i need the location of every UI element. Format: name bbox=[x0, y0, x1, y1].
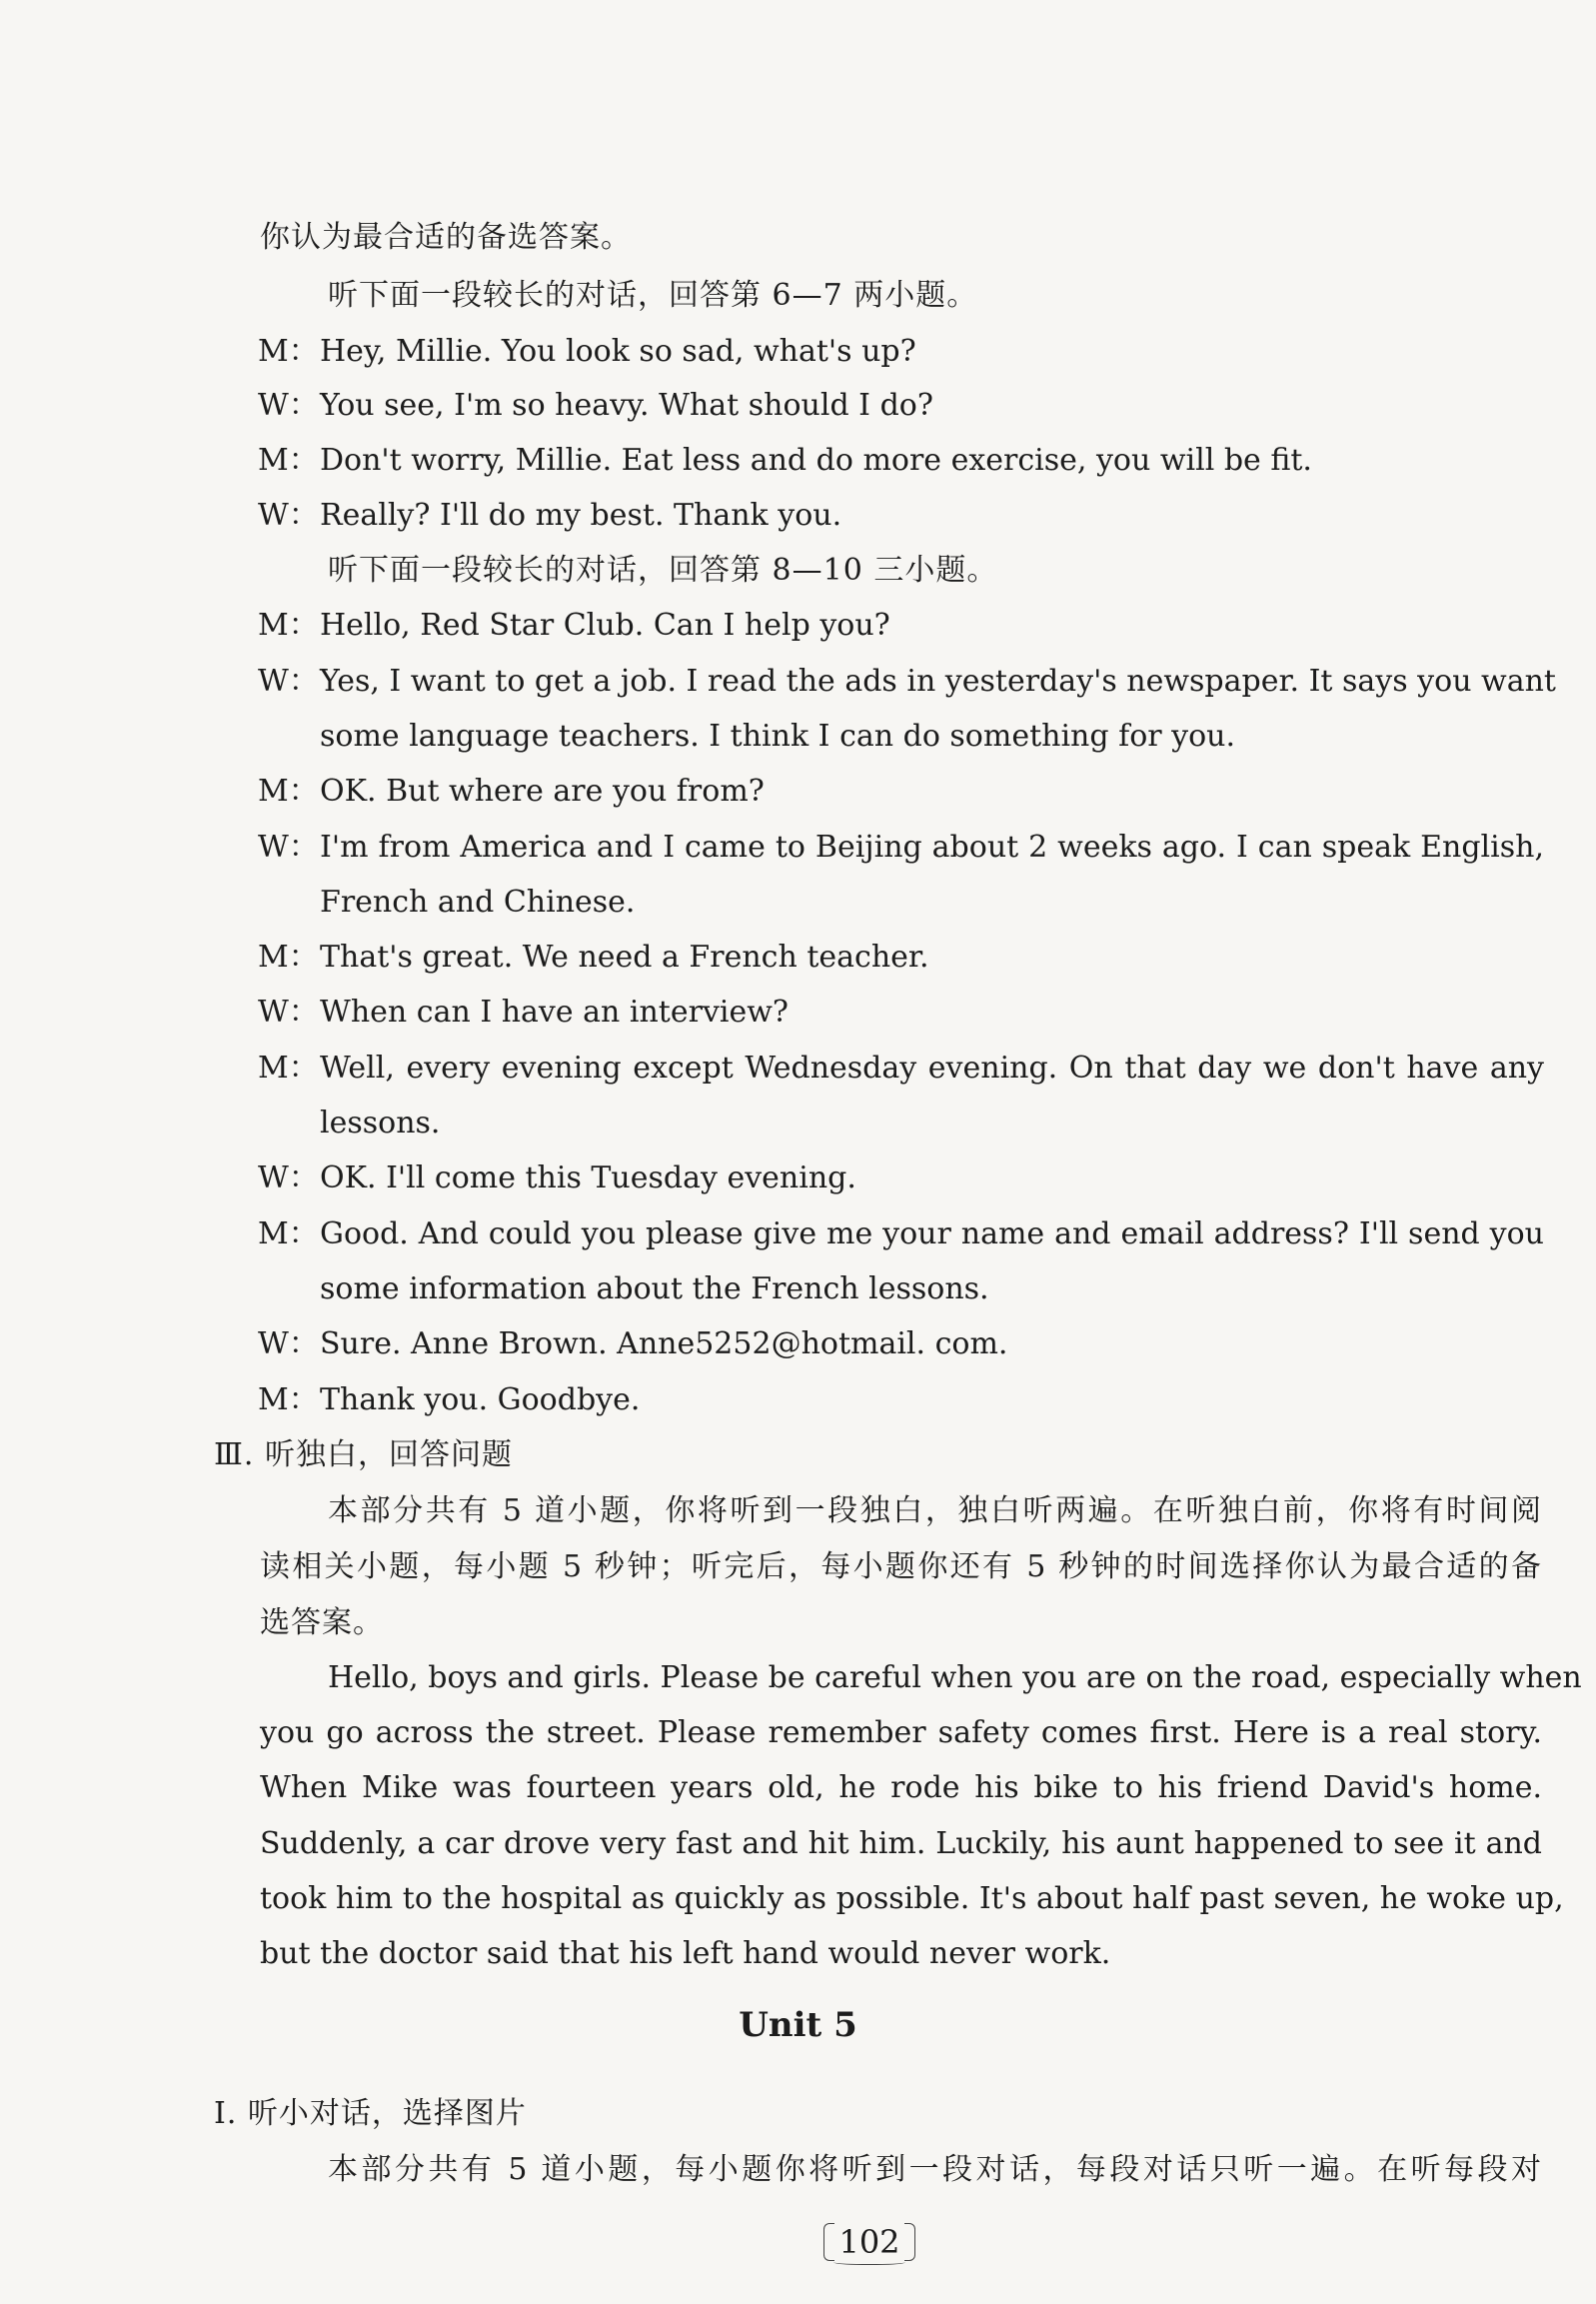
dialogue-text: Well, every evening except Wednesday evening. On that day we don't have any bbox=[320, 1051, 1544, 1086]
speaker-label: W： bbox=[258, 1326, 319, 1361]
wave-ornament bbox=[833, 2258, 905, 2265]
bracket-left-ornament bbox=[823, 2223, 834, 2261]
speaker-label: W： bbox=[258, 995, 319, 1030]
dialogue-text: When can I have an interview? bbox=[320, 995, 790, 1030]
bracket-right-ornament bbox=[904, 2223, 915, 2261]
dialogue-continuation: some language teachers. I think I can do something for you. bbox=[320, 719, 1236, 754]
section-paragraph-line: 本部分共有 5 道小题，你将听到一段独白，独白听两遍。在听独白前，你将有时间阅 bbox=[328, 1493, 1542, 1528]
instruction-6-7: 听下面一段较长的对话，回答第 6—7 两小题。 bbox=[328, 278, 978, 313]
dialogue-text: I'm from America and I came to Beijing about 2 weeks ago. I can speak English, bbox=[320, 830, 1544, 865]
instruction-8-10: 听下面一段较长的对话，回答第 8—10 三小题。 bbox=[328, 553, 998, 588]
dialogue-text: OK. But where are you from? bbox=[320, 774, 765, 809]
speaker-label: M： bbox=[258, 334, 319, 369]
dialogue-text: OK. I'll come this Tuesday evening. bbox=[320, 1160, 856, 1195]
monologue-line: took him to the hospital as quickly as possible. It's about half past seven, he woke up, bbox=[260, 1881, 1564, 1916]
intro-line: 你认为最合适的备选答案。 bbox=[260, 220, 632, 255]
speaker-label: M： bbox=[258, 1051, 319, 1086]
dialogue-continuation: some information about the French lessons. bbox=[320, 1271, 989, 1306]
speaker-label: W： bbox=[258, 664, 319, 699]
speaker-label: M： bbox=[258, 774, 319, 809]
speaker-label: M： bbox=[258, 608, 319, 643]
speaker-label: M： bbox=[258, 940, 319, 975]
dialogue-continuation: French and Chinese. bbox=[320, 885, 636, 920]
dialogue-text: Sure. Anne Brown. Anne5252@hotmail. com. bbox=[320, 1326, 1008, 1361]
page-number bbox=[819, 2219, 919, 2265]
unit-title: Unit 5 bbox=[739, 2005, 857, 2045]
dialogue-text: Hey, Millie. You look so sad, what's up? bbox=[320, 334, 916, 369]
dialogue-text: Don't worry, Millie. Eat less and do more exercise, you will be fit. bbox=[320, 443, 1312, 478]
dialogue-continuation: lessons. bbox=[320, 1106, 441, 1141]
speaker-label: W： bbox=[258, 830, 319, 865]
monologue-line: Hello, boys and girls. Please be careful when you are on the road, especially when bbox=[328, 1660, 1582, 1695]
dialogue-text: Thank you. Goodbye. bbox=[320, 1382, 641, 1417]
section-paragraph-line: 读相关小题，每小题 5 秒钟；听完后，每小题你还有 5 秒钟的时间选择你认为最合适的备 bbox=[260, 1549, 1542, 1584]
speaker-label: W： bbox=[258, 388, 319, 423]
monologue-line: but the doctor said that his left hand would never work. bbox=[260, 1936, 1111, 1971]
dialogue-text: Hello, Red Star Club. Can I help you? bbox=[320, 608, 890, 643]
dialogue-text: You see, I'm so heavy. What should I do? bbox=[320, 388, 933, 423]
dialogue-text: That's great. We need a French teacher. bbox=[320, 940, 929, 975]
monologue-line: When Mike was fourteen years old, he rode his bike to his friend David's home. bbox=[260, 1770, 1542, 1805]
speaker-label: W： bbox=[258, 1160, 319, 1195]
section-paragraph-line: 本部分共有 5 道小题，每小题你将听到一段对话，每段对话只听一遍。在听每段对 bbox=[328, 2152, 1542, 2187]
monologue-line: Suddenly, a car drove very fast and hit him. Luckily, his aunt happened to see it and bbox=[260, 1826, 1542, 1861]
section-heading: Ⅲ. 听独白，回答问题 bbox=[214, 1437, 514, 1472]
speaker-label: M： bbox=[258, 1216, 319, 1251]
section-paragraph-line: 选答案。 bbox=[260, 1605, 384, 1640]
dialogue-text: Good. And could you please give me your name and email address? I'll send you bbox=[320, 1216, 1544, 1251]
dialogue-text: Really? I'll do my best. Thank you. bbox=[320, 498, 842, 533]
page-number-text: 102 bbox=[838, 2223, 900, 2261]
section-heading: Ⅰ. 听小对话，选择图片 bbox=[214, 2096, 527, 2131]
speaker-label: M： bbox=[258, 443, 319, 478]
monologue-line: you go across the street. Please remember safety comes first. Here is a real story. bbox=[260, 1715, 1542, 1750]
dialogue-text: Yes, I want to get a job. I read the ads in yesterday's newspaper. It says you want bbox=[320, 664, 1556, 699]
speaker-label: W： bbox=[258, 498, 319, 533]
speaker-label: M： bbox=[258, 1382, 319, 1417]
